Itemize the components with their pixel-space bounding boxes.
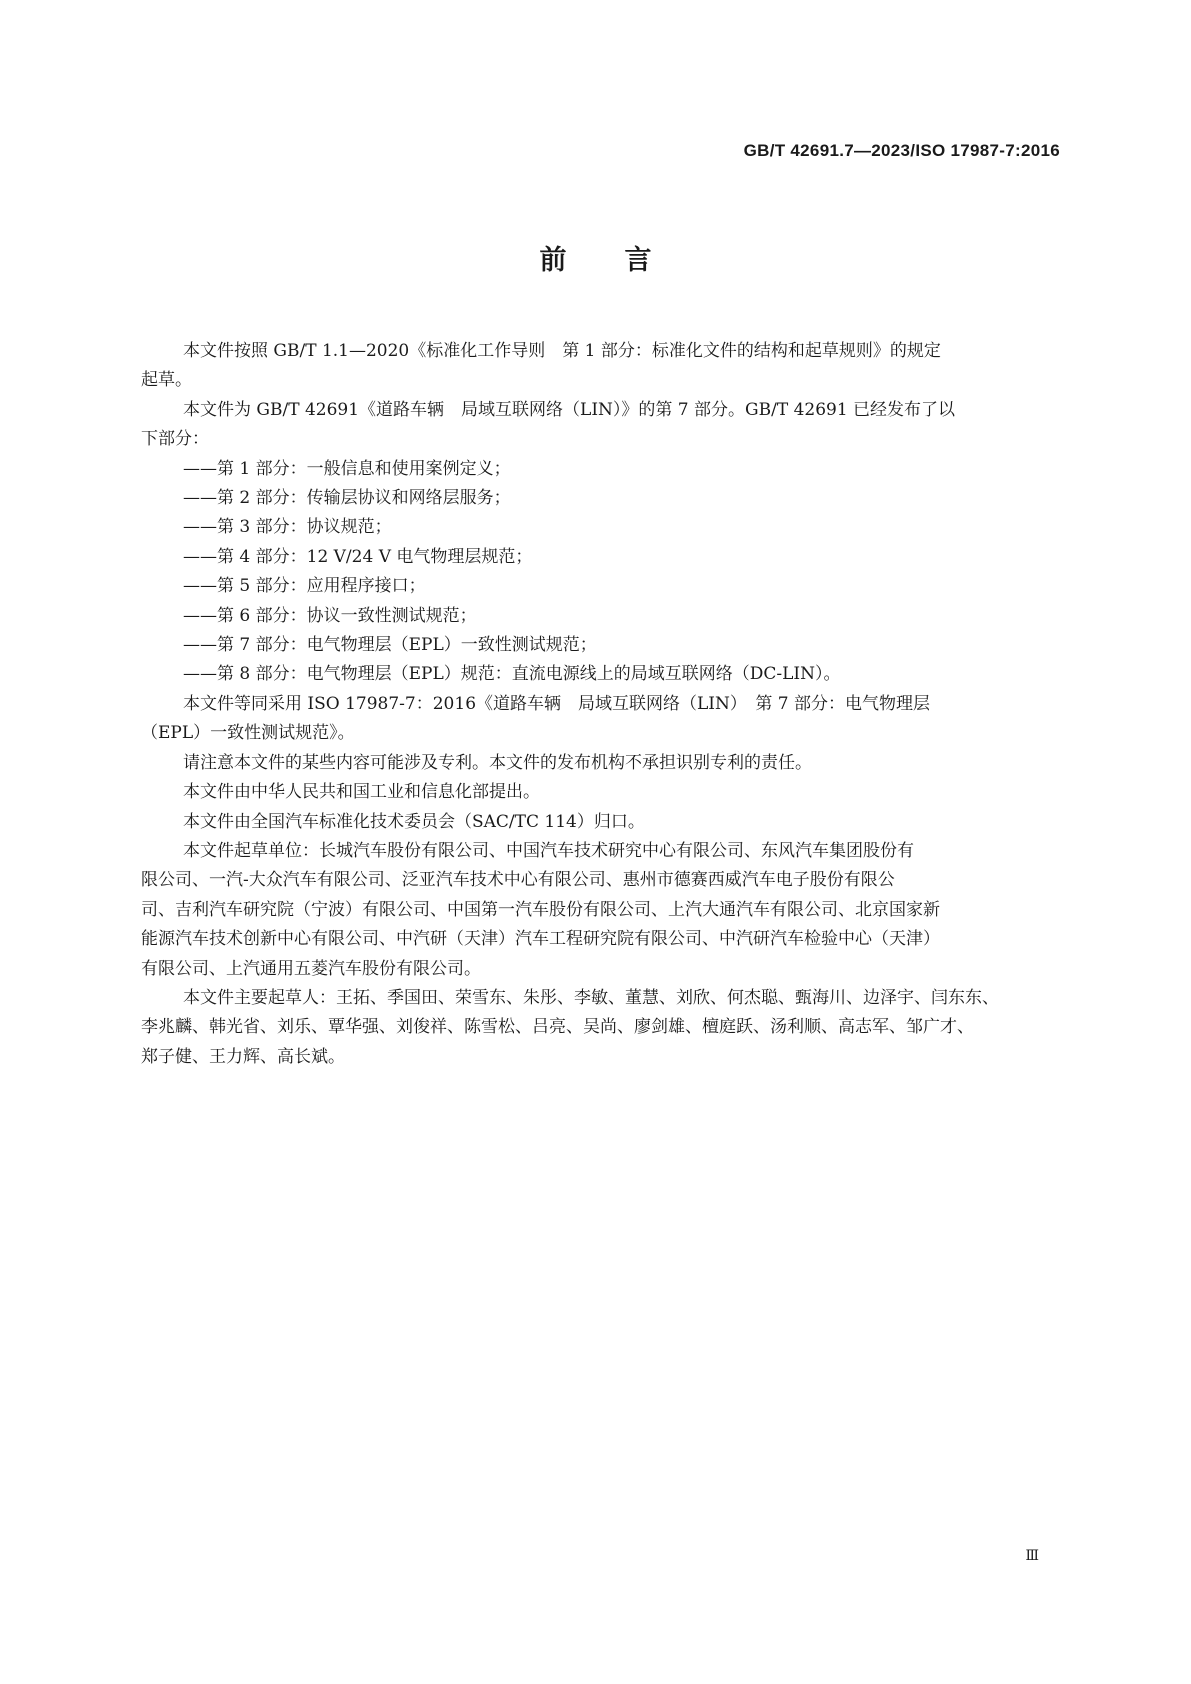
foreword-body bbox=[141, 337, 1061, 1072]
part-list-item-6: ——第 6 部分：协议一致性测试规范； bbox=[183, 605, 477, 626]
patent-notice: 请注意本文件的某些内容可能涉及专利。本文件的发布机构不承担识别专利的责任。 bbox=[183, 752, 812, 773]
drafting-units-line-1: 本文件起草单位：长城汽车股份有限公司、中国汽车技术研究中心有限公司、东风汽车集团股份有 bbox=[183, 840, 914, 861]
drafting-rule-line-1: 本文件按照 GB/T 1.1—2020《标准化工作导则 第 1 部分：标准化文件的结构和起草规则》的规定 bbox=[183, 341, 941, 361]
drafting-units-line-2: 限公司、一汽-大众汽车有限公司、泛亚汽车技术中心有限公司、惠州市德赛西威汽车电子股份有限公 bbox=[141, 870, 895, 891]
part-list-item-1: ——第 1 部分：一般信息和使用案例定义； bbox=[183, 458, 511, 479]
series-intro-line-1: 本文件为 GB/T 42691《道路车辆 局域互联网络（LIN）》的第 7 部分。GB/T 42691 已经发布了以 bbox=[183, 399, 956, 420]
drafters-line-3: 郑子健、王力辉、高长斌。 bbox=[141, 1046, 345, 1067]
part-list-item-5: ——第 5 部分：应用程序接口； bbox=[183, 576, 426, 597]
page-title: 前言 bbox=[539, 245, 710, 276]
administrator-statement: 本文件由全国汽车标准化技术委员会（SAC/TC 114）归口。 bbox=[183, 811, 645, 832]
part-list-item-7: ——第 7 部分：电气物理层（EPL）一致性测试规范； bbox=[183, 635, 597, 656]
drafting-rule-line-2: 起草。 bbox=[141, 370, 192, 391]
drafting-units-line-4: 能源汽车技术创新中心有限公司、中汽研（天津）汽车工程研究院有限公司、中汽研汽车检验中心（天津） bbox=[141, 929, 940, 950]
drafting-units-line-5: 有限公司、上汽通用五菱汽车股份有限公司。 bbox=[141, 958, 481, 979]
part-list-item-4: ——第 4 部分：12 V/24 V 电气物理层规范； bbox=[183, 546, 533, 567]
drafters-line-2: 李兆麟、韩光省、刘乐、覃华强、刘俊祥、陈雪松、吕亮、吴尚、廖剑雄、檀庭跃、汤利顺、高志军、邹广才、 bbox=[141, 1017, 974, 1038]
part-list-item-2: ——第 2 部分：传输层协议和网络层服务； bbox=[183, 488, 511, 509]
part-list-item-8: ——第 8 部分：电气物理层（EPL）规范：直流电源线上的局域互联网络（DC-LIN）。 bbox=[183, 664, 841, 685]
adoption-line-2: （EPL）一致性测试规范》。 bbox=[141, 723, 355, 744]
drafting-units-line-3: 司、吉利汽车研究院（宁波）有限公司、中国第一汽车股份有限公司、上汽大通汽车有限公司、北京国家新 bbox=[141, 899, 940, 920]
adoption-line-1: 本文件等同采用 ISO 17987-7：2016《道路车辆 局域互联网络（LIN） 第 7 部分：电气物理层 bbox=[183, 693, 931, 714]
page-number: Ⅲ bbox=[1025, 1548, 1039, 1564]
standard-code: GB/T 42691.7—2023/ISO 17987-7:2016 bbox=[743, 141, 1060, 160]
series-intro-line-2: 下部分： bbox=[141, 429, 209, 450]
drafters-line-1: 本文件主要起草人：王拓、季国田、荣雪东、朱彤、李敏、董慧、刘欣、何杰聪、甄海川、边泽宇、闫东东、 bbox=[183, 987, 999, 1008]
proposer-statement: 本文件由中华人民共和国工业和信息化部提出。 bbox=[183, 782, 540, 803]
part-list-item-3: ——第 3 部分：协议规范； bbox=[183, 517, 392, 538]
